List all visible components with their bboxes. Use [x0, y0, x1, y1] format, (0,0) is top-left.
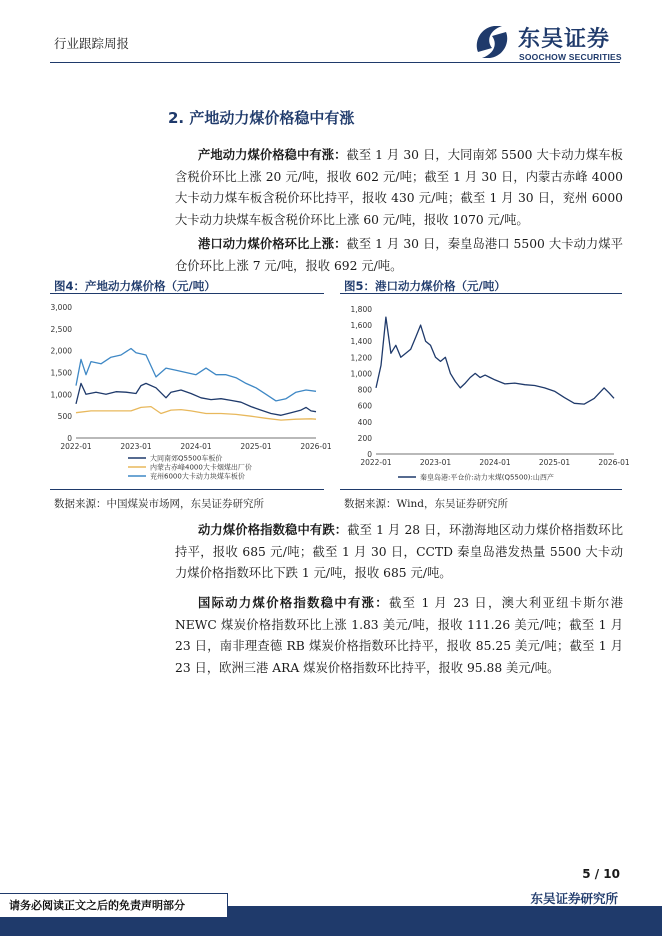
- y-tick-label: 1,200: [350, 353, 372, 363]
- x-tick-label: 2025-01: [240, 442, 272, 451]
- section-title: 2. 产地动力煤价格稳中有涨: [168, 109, 355, 127]
- y-tick-label: 0: [367, 450, 372, 459]
- y-tick-label: 500: [57, 412, 72, 422]
- paragraph-price-index: [175, 520, 623, 585]
- y-tick-label: 600: [357, 401, 372, 411]
- figure-4-source: 数据来源：中国煤炭市场网，东吴证券研究所: [54, 498, 264, 510]
- y-tick-label: 2,500: [50, 324, 72, 334]
- logo-text-en: SOOCHOW SECURITIES: [519, 52, 622, 62]
- y-tick-label: 2,000: [50, 346, 72, 356]
- y-tick-label: 1,500: [50, 368, 72, 378]
- origin-price-chart: [50, 297, 332, 487]
- figure-5-title: 图5：港口动力煤价格（元/吨）: [344, 279, 506, 293]
- paragraph-intl-index: [175, 593, 623, 679]
- y-tick-label: 800: [357, 385, 372, 395]
- disclaimer-notice[interactable]: 请务必阅读正文之后的免责声明部分: [0, 893, 228, 918]
- y-tick-label: 1,400: [350, 337, 372, 347]
- legend-label: 大同南郊Q5500车板价: [150, 454, 223, 463]
- y-tick-label: 1,000: [350, 369, 372, 379]
- y-tick-label: 1,800: [350, 305, 372, 314]
- x-tick-label: 2024-01: [180, 442, 212, 451]
- paragraph-body: 截至 1 月 23 日，澳大利亚纽卡斯尔港 NEWC 煤炭价格指数环比上涨 1.83 美元/吨，报收 111.26 美元/吨；截至 1 月 23 日，南非理查德 RB 煤炭价格指数环比持平，报收 85.25 美元/吨；截至 1 月 23 日，欧洲三港 ARA 煤炭价格指数环比持平，报收 95.88 美元/吨。: [175, 596, 623, 675]
- series-line-0: [376, 317, 614, 404]
- paragraph-lead: 动力煤价格指数稳中有跌：: [198, 523, 348, 537]
- paragraph-origin-price: [175, 145, 623, 231]
- paragraph-body: 截至 1 月 30 日，大同南郊 5500 大卡动力煤车板含税价环比上涨 20 元/吨，报收 602 元/吨；截至 1 月 30 日，内蒙古赤峰 4000 大卡动力煤车板含税价环比持平，报收 430 元/吨；截至 1 月 30 日，兖州 6000 大卡动力块煤车板含税价环比上涨 60 元/吨，报收 1070 元/吨。: [175, 148, 623, 227]
- paragraph-lead: 港口动力煤价格环比上涨：: [198, 237, 347, 251]
- y-tick-label: 3,000: [50, 303, 72, 312]
- footer-bottom-strip: [0, 918, 662, 936]
- footer-institute: 东吴证券研究所: [530, 891, 618, 906]
- figure-5-bottom-rule: [340, 489, 622, 490]
- page-number: 5 / 10: [582, 867, 620, 881]
- x-tick-label: 2024-01: [479, 458, 511, 467]
- series-line-1: [76, 407, 316, 421]
- company-logo: [472, 16, 622, 66]
- x-tick-label: 2022-01: [60, 442, 92, 451]
- figure-5-top-rule: [340, 293, 622, 294]
- figure-5-source: 数据来源：Wind，东吴证券研究所: [344, 498, 508, 510]
- x-tick-label: 2025-01: [538, 458, 571, 467]
- port-price-chart: [340, 297, 630, 487]
- y-tick-label: 200: [357, 433, 372, 443]
- figure-4-top-rule: [50, 293, 324, 294]
- x-tick-label: 2023-01: [120, 442, 152, 451]
- logo-mark-icon: [472, 22, 512, 62]
- paragraph-body: 截至 1 月 28 日，环渤海地区动力煤价格指数环比持平，报收 685 元/吨；截至 1 月 30 日，CCTD 秦皇岛港发热量 5500 大卡动力煤价格指数环比下跌 1 元/吨，报收 685 元/吨。: [175, 523, 623, 580]
- x-tick-label: 2023-01: [419, 458, 452, 467]
- x-tick-label: 2026-01: [300, 442, 332, 451]
- legend-label: 兖州6000大卡动力块煤车板价: [150, 472, 245, 481]
- figure-4-bottom-rule: [50, 489, 324, 490]
- y-tick-label: 1,600: [350, 321, 372, 331]
- paragraph-body: 截至 1 月 30 日，秦皇岛港口 5500 大卡动力煤平仓价环比上涨 7 元/吨，报收 692 元/吨。: [175, 237, 623, 273]
- legend-label: 内蒙古赤峰4000大卡烟煤出厂价: [150, 463, 252, 472]
- paragraph-port-price: [175, 234, 623, 277]
- y-tick-label: 0: [67, 434, 72, 443]
- x-tick-label: 2022-01: [360, 458, 392, 467]
- legend-label: 秦皇岛港:平仓价:动力末煤(Q5500):山西产: [420, 473, 554, 482]
- paragraph-lead: 国际动力煤价格指数稳中有涨：: [198, 596, 389, 610]
- x-tick-label: 2026-01: [598, 458, 630, 467]
- figure-4-title: 图4：产地动力煤价格（元/吨）: [54, 279, 216, 293]
- logo-text-cn: 东吴证券: [518, 27, 611, 52]
- report-type-label: 行业跟踪周报: [54, 36, 130, 51]
- paragraph-lead: 产地动力煤价格稳中有涨：: [198, 148, 347, 162]
- y-tick-label: 400: [357, 417, 372, 427]
- y-tick-label: 1,000: [50, 390, 72, 400]
- header-divider: [50, 62, 620, 63]
